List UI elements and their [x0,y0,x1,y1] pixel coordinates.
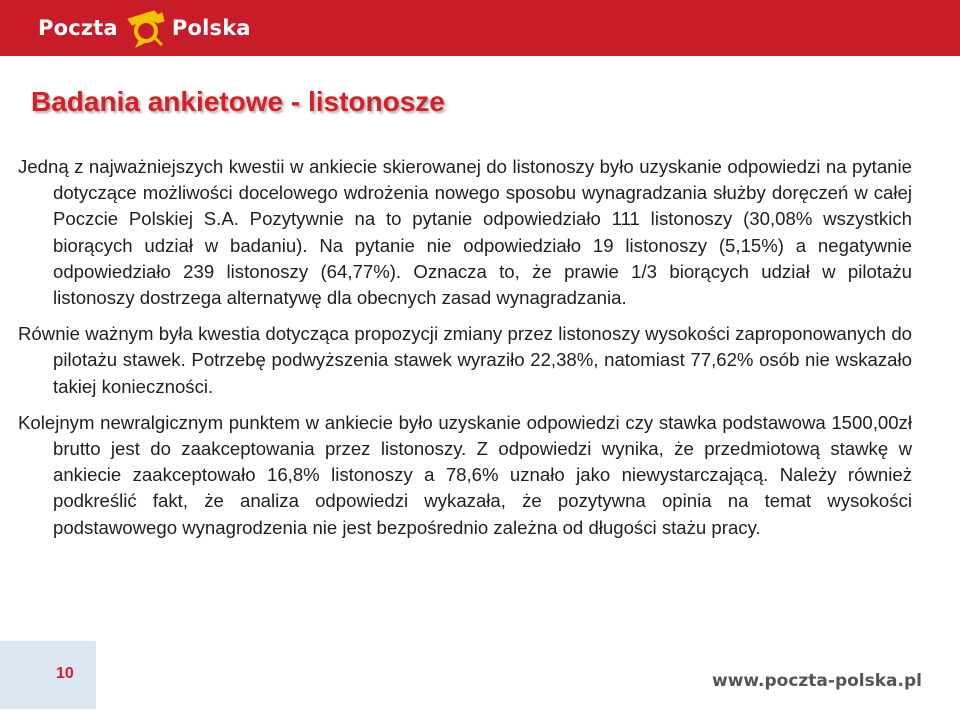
paragraph-rates: Równie ważnym była kwestia dotycząca propozycji zmiany przez listonoszy wysokości zaproponowanych do pilotażu stawek. Potrzebę podwyższenia stawek wyraziło 22,38%, natomiast 77,62% osób nie wskazało takiej konieczności. [18,323,912,397]
paragraph-base-rate: Kolejnym newralgicznym punktem w ankiecie było uzyskanie odpowiedzi czy stawka podstawowa 1500,00zł brutto jest do zaakceptowania przez listonoszy. Z odpowiedzi wynika, że przedmiotową stawkę w ankiecie zaakceptowało 16,8% listonoszy a 78,6% uznało jako niewystarczającą. Należy również podkreślić fakt, że analiza odpowiedzi wykazała, że pozytywna opinia na temat wysokości podstawowego wynagrodzenia nie jest bezpośrednio zależna od długości stażu pracy. [18,411,912,538]
slide-title: Badania ankietowe - listonosze [31,86,445,117]
page-number-badge [0,641,96,709]
page-number: 10 [56,665,74,682]
slide-body [18,154,912,551]
paragraph-approval: Jedną z najważniejszych kwestii w ankiecie skierowanej do listonoszy było uzyskanie odpowiedzi na pytanie dotyczące możliwości docelowego wdrożenia nowego sposobu wynagradzania służby doręczeń w całej Poczcie Polskiej S.A. Pozytywnie na to pytanie odpowiedziało 111 listonoszy (30,08% wszystkich biorących udział w badaniu). Na pytanie nie odpowiedziało 19 listonoszy (5,15%) a negatywnie odpowiedziało 239 listonoszy (64,77%). Oznacza to, że prawie 1/3 biorących udział w pilotażu listonoszy dostrzega alternatywę dla obecnych zasad wynagradzania. [18,156,912,309]
posthorn-icon [124,7,168,49]
logo-text-polska: Polska [171,16,251,40]
poczta-polska-logo[interactable] [38,0,251,56]
header-bar [0,0,960,56]
logo-text-poczta: Poczta [38,16,118,40]
footer-url[interactable]: www.poczta-polska.pl [712,671,922,691]
